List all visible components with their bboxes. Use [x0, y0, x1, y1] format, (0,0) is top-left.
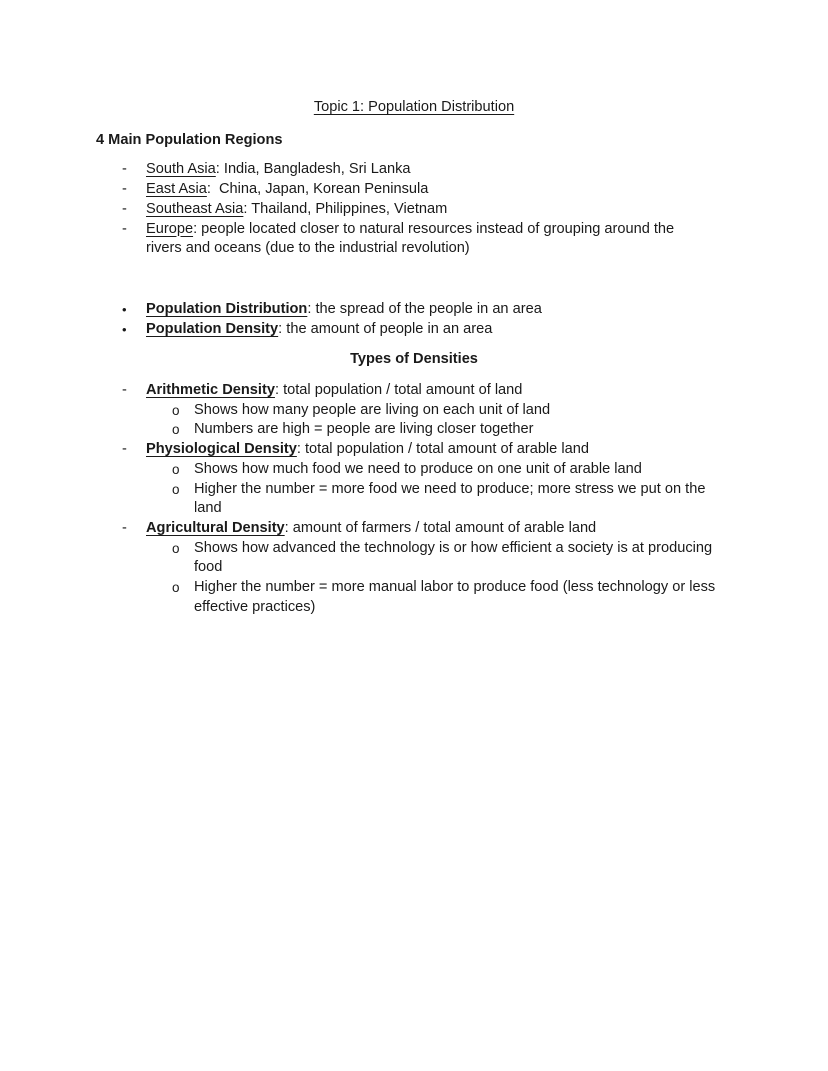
regions-heading: 4 Main Population Regions — [96, 131, 283, 148]
list-item — [0, 320, 828, 340]
list-item — [0, 381, 828, 401]
circle-marker: o — [172, 540, 180, 556]
list-item — [0, 180, 828, 200]
list-item — [0, 300, 828, 320]
term: Agricultural Density — [146, 519, 285, 536]
list-item — [0, 440, 828, 460]
separator: : — [243, 200, 252, 217]
description: total population / total amount of arable land — [304, 441, 589, 458]
dash-marker: - — [122, 382, 127, 399]
circle-marker: o — [172, 402, 180, 418]
separator: : — [278, 320, 287, 337]
term: Europe — [146, 220, 194, 237]
sub-list-item — [0, 480, 828, 519]
sub-list-item — [0, 539, 828, 578]
sub-item-text: Shows how many people are living on each unit of land — [194, 401, 551, 418]
description: China, Japan, Korean Peninsula — [219, 181, 429, 198]
regions-list — [0, 160, 828, 259]
circle-marker: o — [172, 422, 180, 438]
sub-list-item — [0, 401, 828, 421]
description: people located closer to natural resources instead of grouping around the rivers and oceans (due to the industrial revolution) — [146, 220, 675, 257]
circle-marker: o — [172, 580, 180, 596]
separator: : — [307, 300, 316, 317]
sub-list-item — [0, 578, 828, 617]
sub-item-text: Shows how advanced the technology is or how efficient a society is at producing food — [194, 539, 713, 576]
term: Population Density — [146, 320, 279, 337]
description: India, Bangladesh, Sri Lanka — [223, 161, 411, 178]
separator: : — [274, 382, 284, 399]
term: Arithmetic Density — [146, 382, 275, 399]
separator: : — [215, 161, 224, 178]
sub-item-text: Higher the number = more food we need to produce; more stress we put on the land — [194, 480, 706, 517]
sub-item-text: Higher the number = more manual labor to produce food (less technology or less effective practices) — [194, 579, 716, 615]
list-item — [0, 519, 828, 539]
list-item-text — [146, 200, 712, 220]
bullet-marker: • — [122, 321, 127, 337]
list-item-text — [146, 160, 712, 180]
dash-marker: - — [122, 200, 127, 217]
bullet-marker: • — [122, 301, 127, 317]
description: Thailand, Philippines, Vietnam — [251, 200, 448, 217]
definitions-list — [0, 300, 828, 339]
term: South Asia — [146, 161, 216, 178]
sub-list-item — [0, 460, 828, 480]
term: East Asia — [146, 181, 207, 198]
term: Southeast Asia — [146, 200, 244, 217]
list-item — [0, 220, 828, 259]
sub-item-text: Shows how much food we need to produce on one unit of arable land — [194, 460, 642, 477]
densities-heading: Types of Densities — [350, 351, 478, 368]
dash-marker: - — [122, 441, 127, 458]
dash-marker: - — [122, 220, 127, 237]
term: Population Distribution — [146, 300, 308, 317]
list-item-text — [146, 320, 712, 340]
description: amount of farmers / total amount of arable land — [292, 519, 597, 536]
list-item — [0, 200, 828, 220]
description: total population / total amount of land — [283, 382, 523, 399]
page-title: Topic 1: Population Distribution — [313, 99, 515, 115]
list-item-text — [146, 220, 712, 259]
list-item — [0, 160, 828, 180]
list-item-text — [146, 381, 712, 401]
description: the amount of people in an area — [286, 320, 493, 337]
term: Physiological Density — [146, 441, 297, 458]
separator: : — [284, 519, 293, 536]
separator: : — [296, 441, 305, 458]
sub-item-text: Numbers are high = people are living closer together — [194, 421, 534, 438]
dash-marker: - — [122, 181, 127, 198]
circle-marker: o — [172, 461, 180, 477]
circle-marker: o — [172, 481, 180, 497]
description: the spread of the people in an area — [315, 300, 542, 317]
densities-list — [0, 381, 828, 617]
separator: : — [193, 220, 202, 237]
list-item-text — [146, 180, 712, 200]
list-item-text — [146, 519, 712, 539]
list-item-text — [146, 300, 712, 320]
separator: : — [206, 181, 220, 198]
list-item-text — [146, 440, 712, 460]
dash-marker: - — [122, 161, 127, 178]
sub-list-item — [0, 420, 828, 440]
dash-marker: - — [122, 519, 127, 536]
